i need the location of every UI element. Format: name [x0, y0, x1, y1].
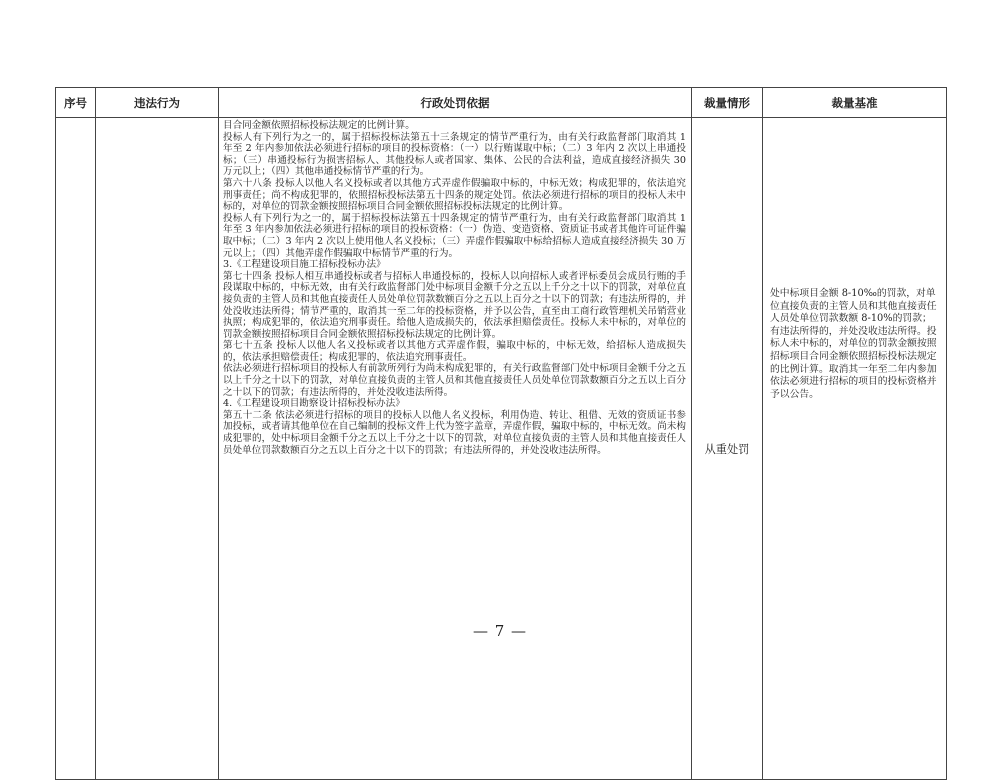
header-case: 裁量情形	[692, 88, 763, 118]
basis-paragraph: 目合同金额依照招标投标法规定的比例计算。	[223, 120, 415, 131]
basis-heading: 4.《工程建设项目勘察设计招标投标办法》	[223, 398, 405, 410]
basis-paragraph: 第六十八条 投标人以他人名义投标或者以其他方式弄虚作假骗取中标的，中标无效；构成犯罪的，依法追究刑事责任；尚不构成犯罪的，依照招标投标法第五十四条的规定处罚。依法必须进行招标的项目的投标人未中标的，对单位的罚款金额按照招标项目合同金额依照招标投标法规定的比例计算。	[223, 177, 686, 213]
table-row	[56, 118, 947, 780]
header-violation: 违法行为	[96, 88, 219, 118]
table-header-row	[56, 88, 947, 118]
basis-heading: 3.《工程建设项目施工招标投标办法》	[223, 259, 386, 271]
page-number: — 7 —	[472, 622, 528, 640]
cell-basis	[219, 118, 692, 780]
header-seq: 序号	[56, 88, 96, 118]
cell-standard: 处中标项目金额 8-10‰的罚款，对单位直接负责的主管人员和其他直接责任人员处单位罚款数额 8-10%的罚款；有违法所得的，并处没收违法所得。投标人未中标的，对单位的罚款金额按照招标项目合同金额依照招标投标法规定的比例计算。取消其一年至二年内参加依法必须进行招标的项目的投标资格并予以公告。	[763, 118, 947, 780]
header-standard: 裁量基准	[763, 88, 947, 118]
basis-paragraph: 依法必须进行招标项目的投标人有前款所列行为尚未构成犯罪的，有关行政监督部门处中标项目金额千分之五以上千分之十以下的罚款，对单位直接负责的主管人员和其他直接责任人员处单位罚款数额百分之五以上百分之十以下的罚款；有违法所得的，并处没收违法所得。	[223, 363, 686, 398]
basis-paragraph: 投标人有下列行为之一的，属于招标投标法第五十三条规定的情节严重行为，由有关行政监督部门取消其 1 年至 2 年内参加依法必须进行招标的项目的投标资格：（一）以行贿谋取中标；（二）3 年内 2 次以上串通投标；（三）串通投标行为损害招标人、其他投标人或者国家、集体、公民的合法利益，造成直接经济损失 30 万元以上；（四）其他串通投标情节严重的行为。	[223, 131, 686, 178]
cell-seq	[56, 118, 96, 780]
penalty-table	[55, 87, 947, 780]
header-basis: 行政处罚依据	[219, 88, 692, 118]
cell-case: 从重处罚	[692, 118, 763, 780]
basis-paragraph: 第五十二条 依法必须进行招标的项目的投标人以他人名义投标，利用伪造、转让、租借、无效的资质证书参加投标，或者请其他单位在自己编制的投标文件上代为签字盖章，弄虚作假，骗取中标的，中标无效。尚未构成犯罪的，处中标项目金额千分之五以上千分之十以下的罚款，对单位直接负责的主管人员和其他直接责任人员处单位罚款数额百分之五以上百分之十以下的罚款；有违法所得的，并处没收违法所得。	[223, 409, 686, 456]
cell-violation	[96, 118, 219, 780]
basis-paragraph: 第七十五条 投标人以他人名义投标或者以其他方式弄虚作假，骗取中标的，中标无效，给招标人造成损失的，依法承担赔偿责任；构成犯罪的，依法追究刑事责任。	[223, 340, 686, 363]
basis-paragraph: 投标人有下列行为之一的，属于招标投标法第五十四条规定的情节严重行为，由有关行政监督部门取消其 1 年至 3 年内参加依法必须进行招标的项目的投标资格：（一）伪造、变造资格、资质证书或者其他许可证件骗取中标；（二）3 年内 2 次以上使用他人名义投标；（三）弄虚作假骗取中标给招标人造成直接经济损失 30 万元以上；（四）其他弄虚作假骗取中标情节严重的行为。	[223, 212, 686, 259]
basis-paragraph: 第七十四条 投标人相互串通投标或者与招标人串通投标的，投标人以向招标人或者评标委员会成员行贿的手段谋取中标的，中标无效，由有关行政监督部门处中标项目金额千分之五以上千分之十以下的罚款，对单位直接负责的主管人员和其他直接责任人员处单位罚款数额百分之五以上百分之十以下的罚款；有违法所得的，并处没收违法所得；情节严重的，取消其一至二年的投标资格，并予以公告，直至由工商行政管理机关吊销营业执照；构成犯罪的，依法追究刑事责任。给他人造成损失的，依法承担赔偿责任。投标人未中标的，对单位的罚款金额按照招标项目合同金额依照招标投标法规定的比例计算。	[223, 270, 686, 340]
